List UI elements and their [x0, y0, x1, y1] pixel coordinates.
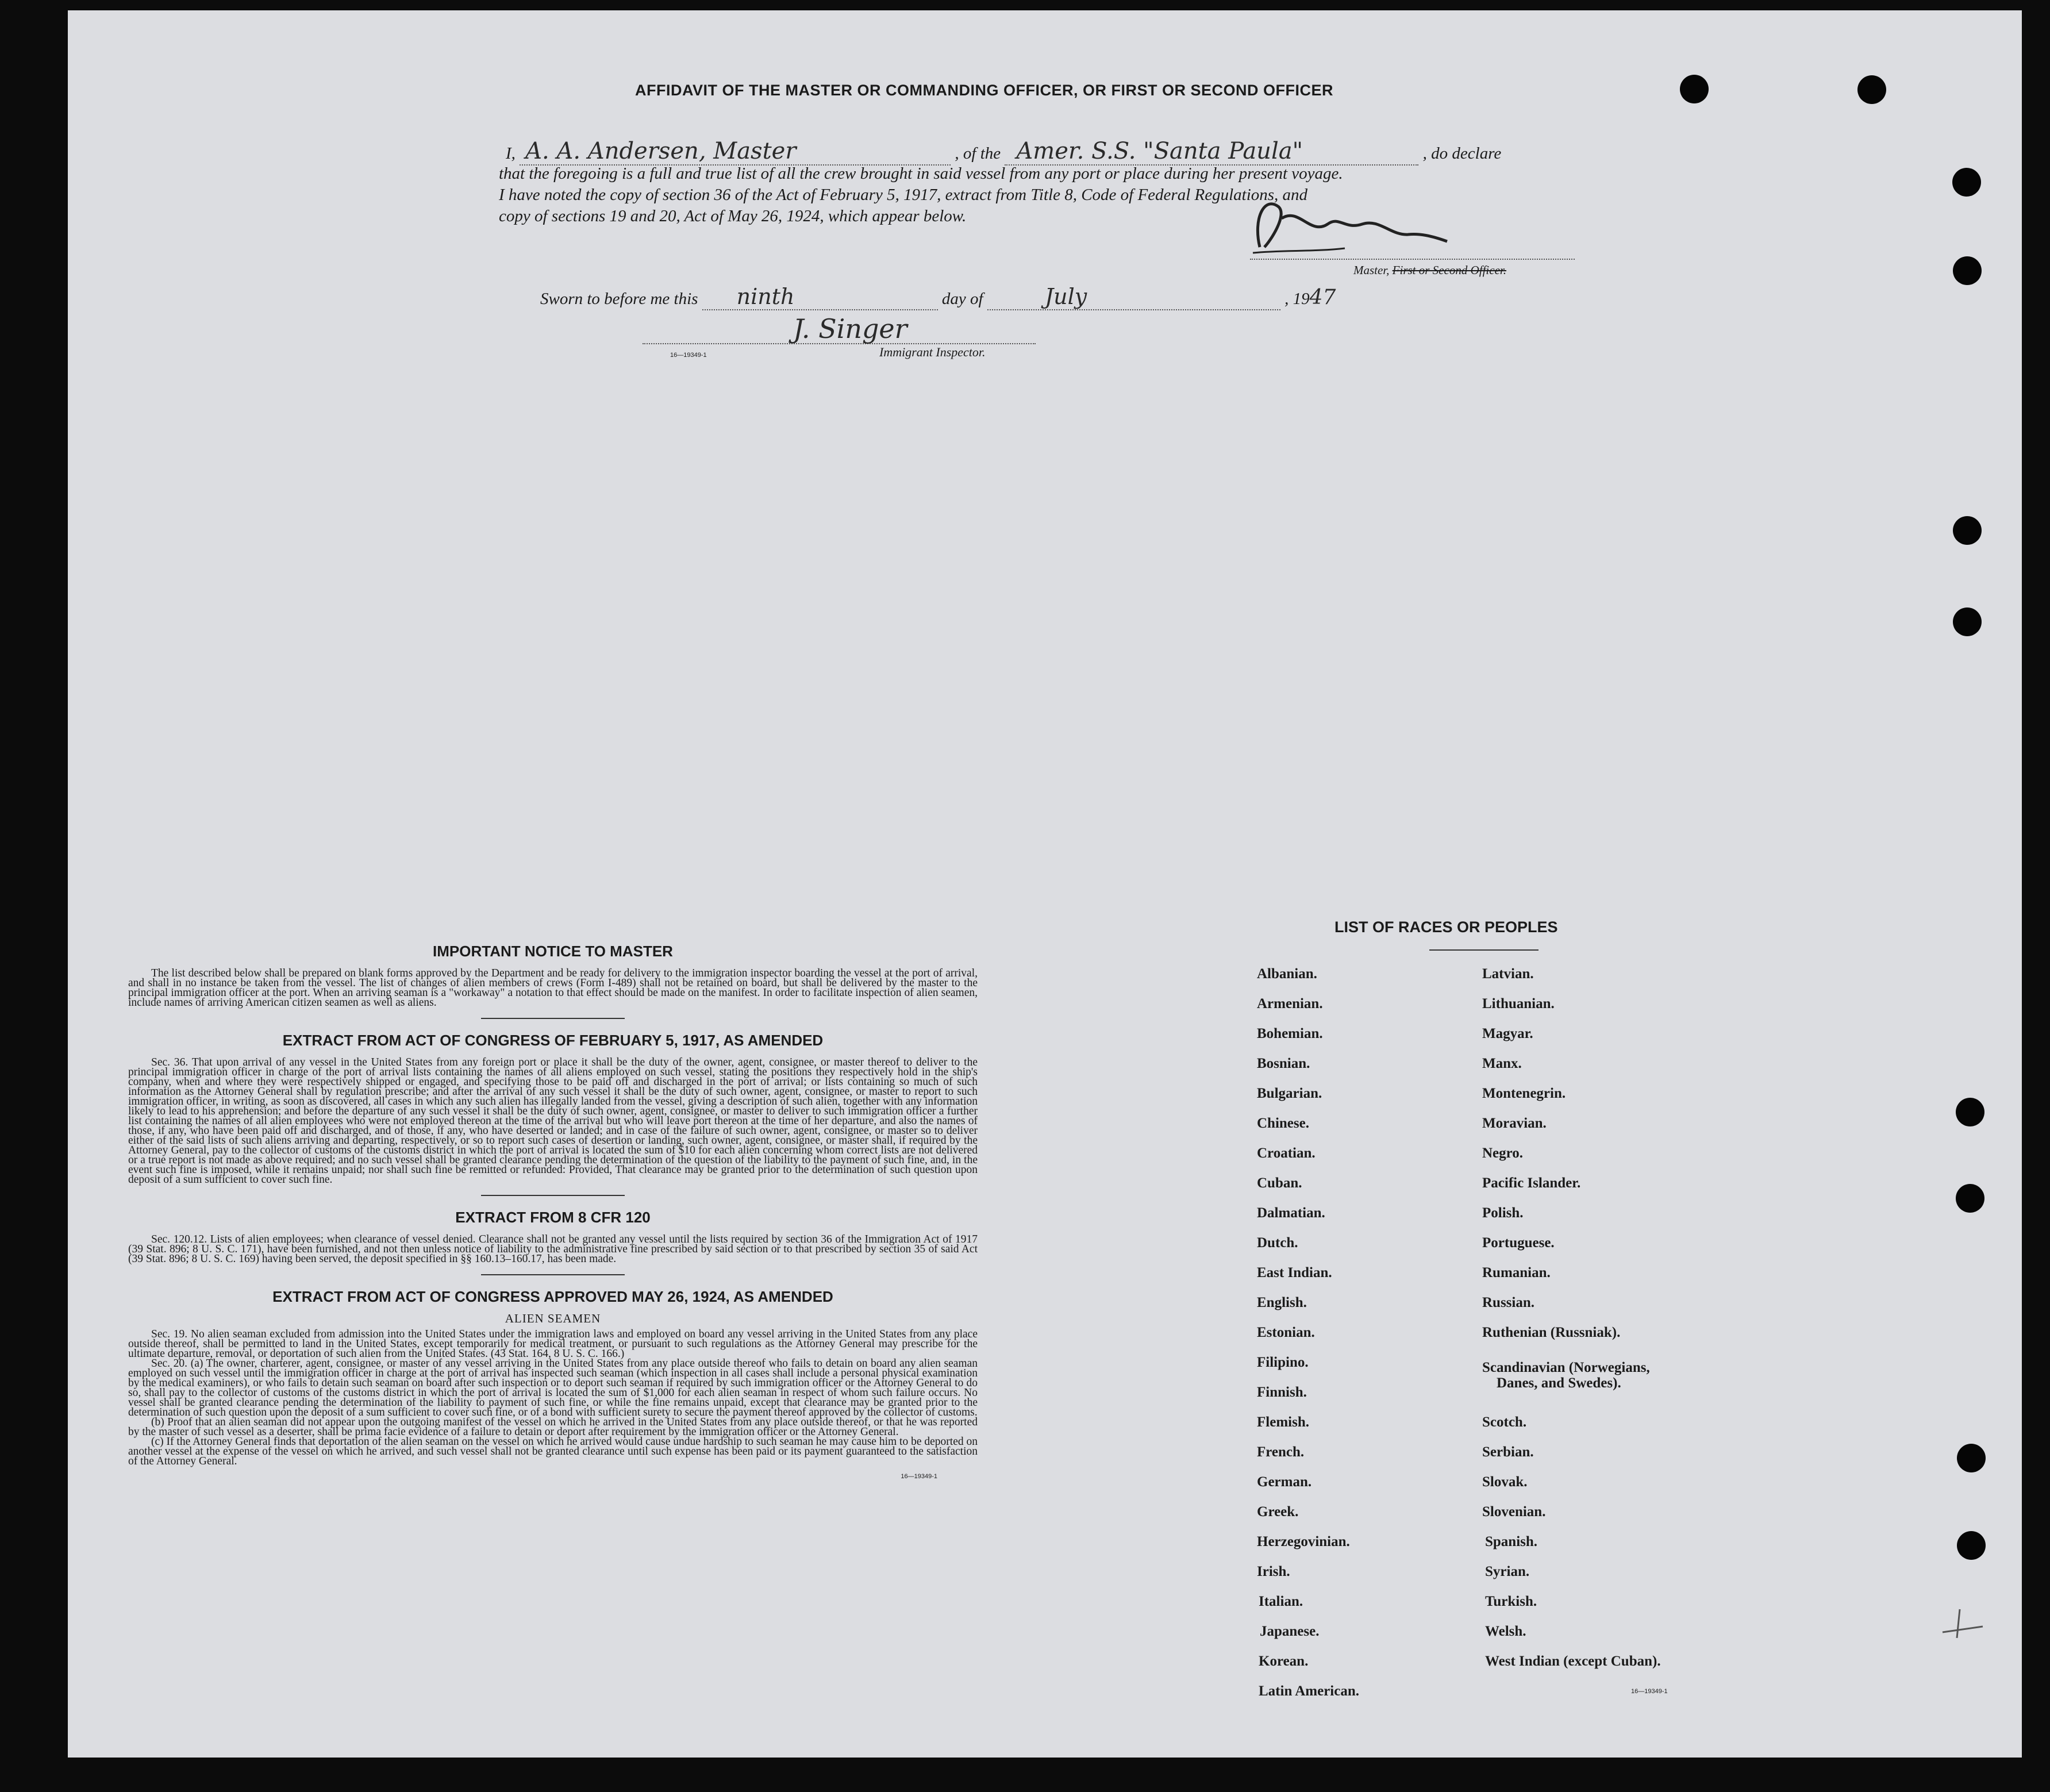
day-of-label: day of — [941, 290, 983, 308]
extract-1917-title: EXTRACT FROM ACT OF CONGRESS OF FEBRUARY 5, 1917, AS AMENDED — [282, 1032, 824, 1049]
race-item: Manx. — [1482, 1056, 1522, 1071]
race-item-continuation: Danes, and Swedes). — [1497, 1375, 1621, 1391]
race-item: Spanish. — [1485, 1534, 1538, 1549]
punch-hole — [1953, 256, 1982, 285]
race-item: Turkish. — [1485, 1594, 1537, 1609]
margin-pencil-mark — [1937, 1603, 1989, 1644]
race-item: Herzegovinian. — [1257, 1534, 1350, 1549]
divider — [481, 1195, 625, 1196]
punch-hole — [1857, 75, 1886, 104]
punch-hole — [1953, 607, 1982, 636]
inspector-signature: J. Singer — [793, 313, 907, 344]
race-item: Korean. — [1259, 1653, 1309, 1669]
race-item: Filipino. — [1257, 1355, 1309, 1370]
race-item: Cuban. — [1257, 1175, 1302, 1191]
race-item: Flemish. — [1257, 1414, 1309, 1430]
race-item: French. — [1257, 1444, 1305, 1460]
document-page — [68, 10, 2022, 1758]
race-item: East Indian. — [1257, 1265, 1332, 1280]
declaration-line-1 — [506, 138, 1580, 164]
declaration-line-4: copy of sections 19 and 20, Act of May 26, 1924, which appear below. — [499, 207, 967, 225]
punch-hole — [1953, 516, 1982, 545]
master-officer-caption — [1353, 263, 1506, 278]
race-item: Irish. — [1257, 1564, 1290, 1579]
race-item: Bulgarian. — [1257, 1086, 1322, 1101]
year-handwriting: 47 — [1309, 286, 1336, 309]
sec20b-paragraph: (b) Proof that an alien seaman did not appear upon the outgoing manifest of the vessel on which he arrived in the United States from any place outside thereof, or that he was reported by the master of such vessel as a deserter, shall be prima facie evidence of a failure to detain or deport after requirement by the immigration officer or the Attorney General. — [128, 1416, 978, 1438]
race-item: Latvian. — [1482, 966, 1534, 982]
race-item: German. — [1257, 1474, 1312, 1490]
struck-officer-label: First or Second Officer. — [1392, 263, 1506, 277]
races-title: LIST OF RACES OR PEOPLES — [1334, 918, 1558, 936]
race-item: Slovenian. — [1482, 1504, 1546, 1520]
extract-1924-body — [128, 1329, 978, 1466]
sec20c-paragraph: (c) If the Attorney General finds that deportation of the alien seaman on the vessel on which he arrived would cause undue hardship to such seaman he may cause him to be deported on another vessel at the expense of the vessel on which he arrived, and such vessel shall not be granted clearance until such expense has been paid or its payment guaranteed to the satisfaction of the Attorney General. — [128, 1436, 978, 1467]
punch-hole — [1680, 75, 1709, 103]
race-item: Serbian. — [1482, 1444, 1534, 1460]
notice-body — [128, 968, 978, 1007]
divider — [481, 1018, 625, 1019]
master-signature — [1247, 184, 1454, 259]
race-item: Estonian. — [1257, 1325, 1315, 1340]
punch-hole — [1952, 168, 1981, 197]
declaration-line-3: I have noted the copy of section 36 of the Act of February 5, 1917, extract from Title 8, Code of Federal Regulations, and — [499, 186, 1308, 204]
race-item: Albanian. — [1257, 966, 1317, 982]
sec19-paragraph: Sec. 19. No alien seaman excluded from admission into the United States under the immigration laws and employed on board any vessel arriving in the United States from any place outside thereof, shall be permitted to land in the United States, except temporarily for medical treatment, or pursuant to such regulations as the Attorney General may prescribe for the ultimate departure, removal, or deportation of such alien from the United States. (43 Stat. 164, 8 U. S. C. 166.) — [128, 1328, 978, 1360]
extract-cfr-body — [128, 1235, 978, 1264]
race-item: Bosnian. — [1257, 1056, 1310, 1071]
sworn-line — [540, 284, 1345, 309]
year-prefix: , 19 — [1284, 290, 1310, 308]
inspector-label: Immigrant Inspector. — [879, 345, 986, 359]
race-item: Ruthenian (Russniak). — [1482, 1325, 1621, 1340]
sworn-label: Sworn to before me this — [540, 290, 698, 308]
signature-line — [1250, 259, 1575, 260]
race-item: Scandinavian (Norwegians, — [1482, 1360, 1650, 1375]
race-item: Polish. — [1482, 1205, 1524, 1221]
notice-paragraph: The list described below shall be prepared on blank forms approved by the Department and be ready for delivery to the immigration inspector boarding the vessel at the port of arrival, and shall in no instance be taken from the vessel. The list of changes of alien members of crews (Form I-489) shall not be retained on board, but shall be delivered by the master to the principal immigration officer at the port. When an arriving seaman is a "workaway" a notation to that effect should be made on the manifest. In order to facilitate inspection of alien seamen, include names of arriving American citizen seamen as well as aliens. — [128, 967, 978, 1009]
punch-hole — [1957, 1444, 1986, 1472]
extract-1924-title: EXTRACT FROM ACT OF CONGRESS APPROVED MAY 26, 1924, AS AMENDED — [272, 1288, 833, 1305]
race-item: Negro. — [1482, 1145, 1524, 1161]
race-item: Croatian. — [1257, 1145, 1316, 1161]
extract-form-number: 16—19349-1 — [901, 1473, 937, 1480]
affidavit-title: AFFIDAVIT OF THE MASTER OR COMMANDING OFFICER, OR FIRST OR SECOND OFFICER — [635, 82, 1333, 99]
month-handwriting: July — [987, 284, 1280, 310]
race-item: Lithuanian. — [1482, 996, 1555, 1012]
race-item: English. — [1257, 1295, 1307, 1310]
race-item: Magyar. — [1482, 1026, 1533, 1041]
punch-hole — [1957, 1531, 1986, 1560]
affidavit-form-number: 16—19349-1 — [670, 352, 707, 359]
race-item: Finnish. — [1257, 1385, 1307, 1400]
race-item: West Indian (except Cuban). — [1485, 1653, 1661, 1669]
of-the-label: , of the — [955, 144, 1001, 163]
race-item: Montenegrin. — [1482, 1086, 1566, 1101]
race-item: Russian. — [1482, 1295, 1535, 1310]
extract-1917-paragraph: Sec. 36. That upon arrival of any vessel in the United States from any foreign port or place it shall be the duty of the owner, agent, consignee, or master thereof to deliver to the principal immigration officer in charge of the port of arrival lists containing the names of all aliens employed on such vessel, stating the positions they respectively hold in the ship's company, when and where they were respectively shipped or engaged, and specifying those to be paid off and discharged in the port of arrival; or lists containing so much of such information as the Attorney General shall by regulation prescribe; and after the arrival of any such vessel it shall be the duty of such owner, agent, consignee, or master to report to such immigration officer, in writing, as soon as discovered, all cases in which any such alien has illegally landed from the vessel, giving a description of such alien, together with any information likely to lead to his apprehension; and before the departure of any such vessel it shall be the duty of such owner, agent, consignee, or master to deliver to such immigration officer a further list containing the names of all alien employees who were not employed thereon at the time of the arrival but who will leave port thereon at the time of her departure, and also the names of those, if any, who have been paid off and discharged, and of those, if any, who have deserted or landed; and in case of the failure of such owner, agent, consignee, or master so to deliver either of the said lists of such aliens arriving and departing, respectively, or so to report such cases of desertion or landing, such owner, agent, consignee, or master shall, if required by the Attorney General, pay to the collector of customs of the customs district in which the port of arrival is located the sum of $10 for each alien concerning whom correct lists are not delivered or a true report is not made as above required; and no such vessel shall be granted clearance pending the determination of the question of the liability to the payment of such fine, and, in the event such fine is imposed, while it remains unpaid; nor shall such fine be remitted or refunded: Provided, That clearance may be granted prior to the determination of such question upon deposit of a sum sufficient to cover such fine. — [128, 1056, 978, 1186]
race-item: Pacific Islander. — [1482, 1175, 1581, 1191]
race-item: Italian. — [1259, 1594, 1303, 1609]
do-declare-label: , do declare — [1422, 144, 1502, 163]
extract-cfr-title: EXTRACT FROM 8 CFR 120 — [455, 1209, 651, 1226]
race-item: Portuguese. — [1482, 1235, 1555, 1251]
punch-hole — [1956, 1184, 1984, 1213]
notice-title: IMPORTANT NOTICE TO MASTER — [433, 943, 673, 960]
race-item: Rumanian. — [1482, 1265, 1551, 1280]
master-name-handwriting: A. A. Andersen, Master — [520, 138, 951, 166]
races-form-number: 16—19349-1 — [1631, 1688, 1668, 1695]
race-item: Slovak. — [1482, 1474, 1528, 1490]
extract-1917-body — [128, 1057, 978, 1185]
race-item: Scotch. — [1482, 1414, 1527, 1430]
race-item: Syrian. — [1485, 1564, 1530, 1579]
race-item: Chinese. — [1257, 1116, 1309, 1131]
race-item: Bohemian. — [1257, 1026, 1323, 1041]
extract-cfr-paragraph: Sec. 120.12. Lists of alien employees; when clearance of vessel denied. Clearance shall not be granted any vessel until the lists required by section 36 of the Immigration Act of 1917 (39 Stat. 896; 8 U. S. C. 171), have been furnished, and not then unless notice of liability to the administrative fine prescribed by said section or to that prescribed by section 35 of said Act (39 Stat. 896; 8 U. S. C. 169) having been served, the deposit specified in §§ 160.13–160.17, has been made. — [128, 1233, 978, 1265]
punch-hole — [1956, 1098, 1984, 1126]
race-item: Armenian. — [1257, 996, 1323, 1012]
race-item: Welsh. — [1485, 1624, 1526, 1639]
alien-seamen-subtitle: ALIEN SEAMEN — [505, 1312, 601, 1325]
day-handwriting: ninth — [702, 284, 938, 310]
race-item: Dalmatian. — [1257, 1205, 1325, 1221]
race-item: Latin American. — [1259, 1683, 1359, 1699]
divider — [481, 1274, 625, 1275]
divider — [1429, 949, 1539, 951]
i-label: I, — [506, 144, 516, 163]
race-item: Dutch. — [1257, 1235, 1298, 1251]
declaration-line-2: that the foregoing is a full and true list of all the crew brought in said vessel from any port or place during her present voyage. — [499, 164, 1343, 183]
master-label: Master, — [1353, 263, 1390, 277]
vessel-name-handwriting: Amer. S.S. "Santa Paula" — [1005, 138, 1418, 166]
notices-column — [128, 943, 978, 1480]
sec20a-paragraph: Sec. 20. (a) The owner, charterer, agent, consignee, or master of any vessel arriving in the United States from any place outside thereof who fails to detain on board any alien seaman employed on such vessel until the immigration officer in charge at the port of arrival has inspected such seaman (which inspection in all cases shall include a personal physical examination by the medical examiners), or who fails to detain such seaman on board after such inspection or to deport such seaman if required by such immigration officer or the Attorney General to do so, shall pay to the collector of customs of the customs district in which the port of arrival is located the sum of $1,000 for each alien seaman in respect of whom such failure occurs. No vessel shall be granted clearance pending the determination of the liability to payment of such fine, or while the fine remains unpaid, except that clearance may be granted prior to the determination of such question upon the deposit of a sum sufficient to cover such fine, or of a bond with sufficient surety to secure the payment thereof approved by the collector of customs. — [128, 1358, 978, 1418]
race-item: Moravian. — [1482, 1116, 1547, 1131]
race-item: Japanese. — [1260, 1624, 1320, 1639]
race-item: Greek. — [1257, 1504, 1299, 1520]
